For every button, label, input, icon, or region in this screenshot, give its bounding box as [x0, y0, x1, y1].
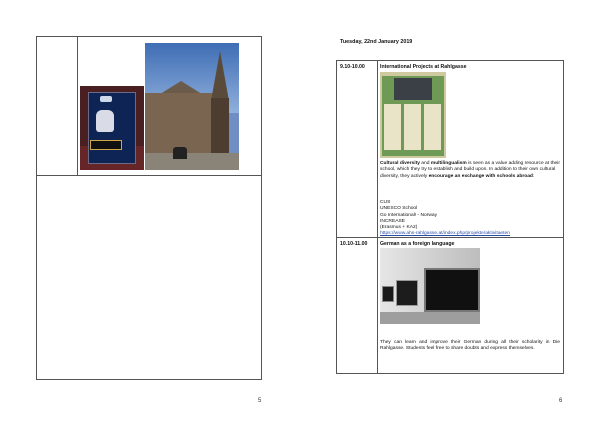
row2-title: German as a foreign language — [380, 241, 455, 247]
bold-multilingualism: multilingualism — [430, 161, 467, 166]
row1-time: 9.10-10.00 — [340, 64, 365, 70]
gallery-photo-icon — [380, 248, 480, 324]
poster-column — [384, 104, 401, 150]
text-colon: : — [532, 173, 535, 179]
nave — [145, 93, 215, 155]
sign-badge — [100, 96, 112, 102]
poster-image — [394, 78, 432, 100]
list-item: UNESCO School — [380, 206, 418, 212]
cathedral-photo-icon — [145, 43, 239, 170]
date-heading: Tuesday, 22nd January 2019 — [340, 39, 413, 45]
row2-time: 10.10-11.00 — [340, 241, 368, 247]
people — [173, 147, 187, 159]
page-number-left: 5 — [258, 398, 262, 404]
row1-paragraph — [380, 161, 560, 180]
square — [145, 153, 239, 170]
text-rest: is seen as a value adding resource at their school, which they try to establish and build upon. In addition to their own cultural diversity, they actively — [380, 161, 560, 179]
sign-label — [90, 140, 122, 150]
poster-photo-icon — [380, 72, 446, 158]
school-link[interactable]: https://www.ahs-rahlgasse.at/index.php/projekte/aktivitaeten — [380, 231, 510, 237]
list-item: (Erasmus + KA2) — [380, 225, 418, 231]
row1-title: International Projects at Rahlgasse — [380, 64, 467, 70]
list-item: Go International! - Norway — [380, 212, 438, 218]
frame — [396, 280, 418, 306]
project-list — [380, 200, 560, 238]
table-divider-vertical — [377, 61, 378, 373]
frame — [424, 268, 480, 312]
bold-exchange: encourage an exchange with schools abroad — [428, 173, 533, 179]
poster-column — [424, 104, 441, 150]
row2-paragraph: They can learn and improve their German during all their scholarity in Die Rahlgasse. Students feel free to share doubts and express themselves. — [380, 340, 560, 352]
bold-cultural-diversity: Cultural diversity — [380, 161, 420, 166]
list-item: INCREASE — [380, 218, 406, 224]
poster-column — [404, 104, 421, 150]
tower — [211, 98, 229, 158]
frame — [382, 286, 394, 302]
fist-sign-photo-icon — [80, 86, 144, 170]
list-item: CUS — [380, 200, 391, 205]
table-divider-vertical — [77, 37, 78, 175]
gallery-floor — [380, 312, 480, 324]
page-number-right: 6 — [559, 398, 563, 404]
spire-icon — [211, 51, 229, 101]
table-divider-horizontal — [37, 175, 261, 176]
fist-icon — [96, 110, 114, 132]
text-and: and — [419, 161, 431, 166]
